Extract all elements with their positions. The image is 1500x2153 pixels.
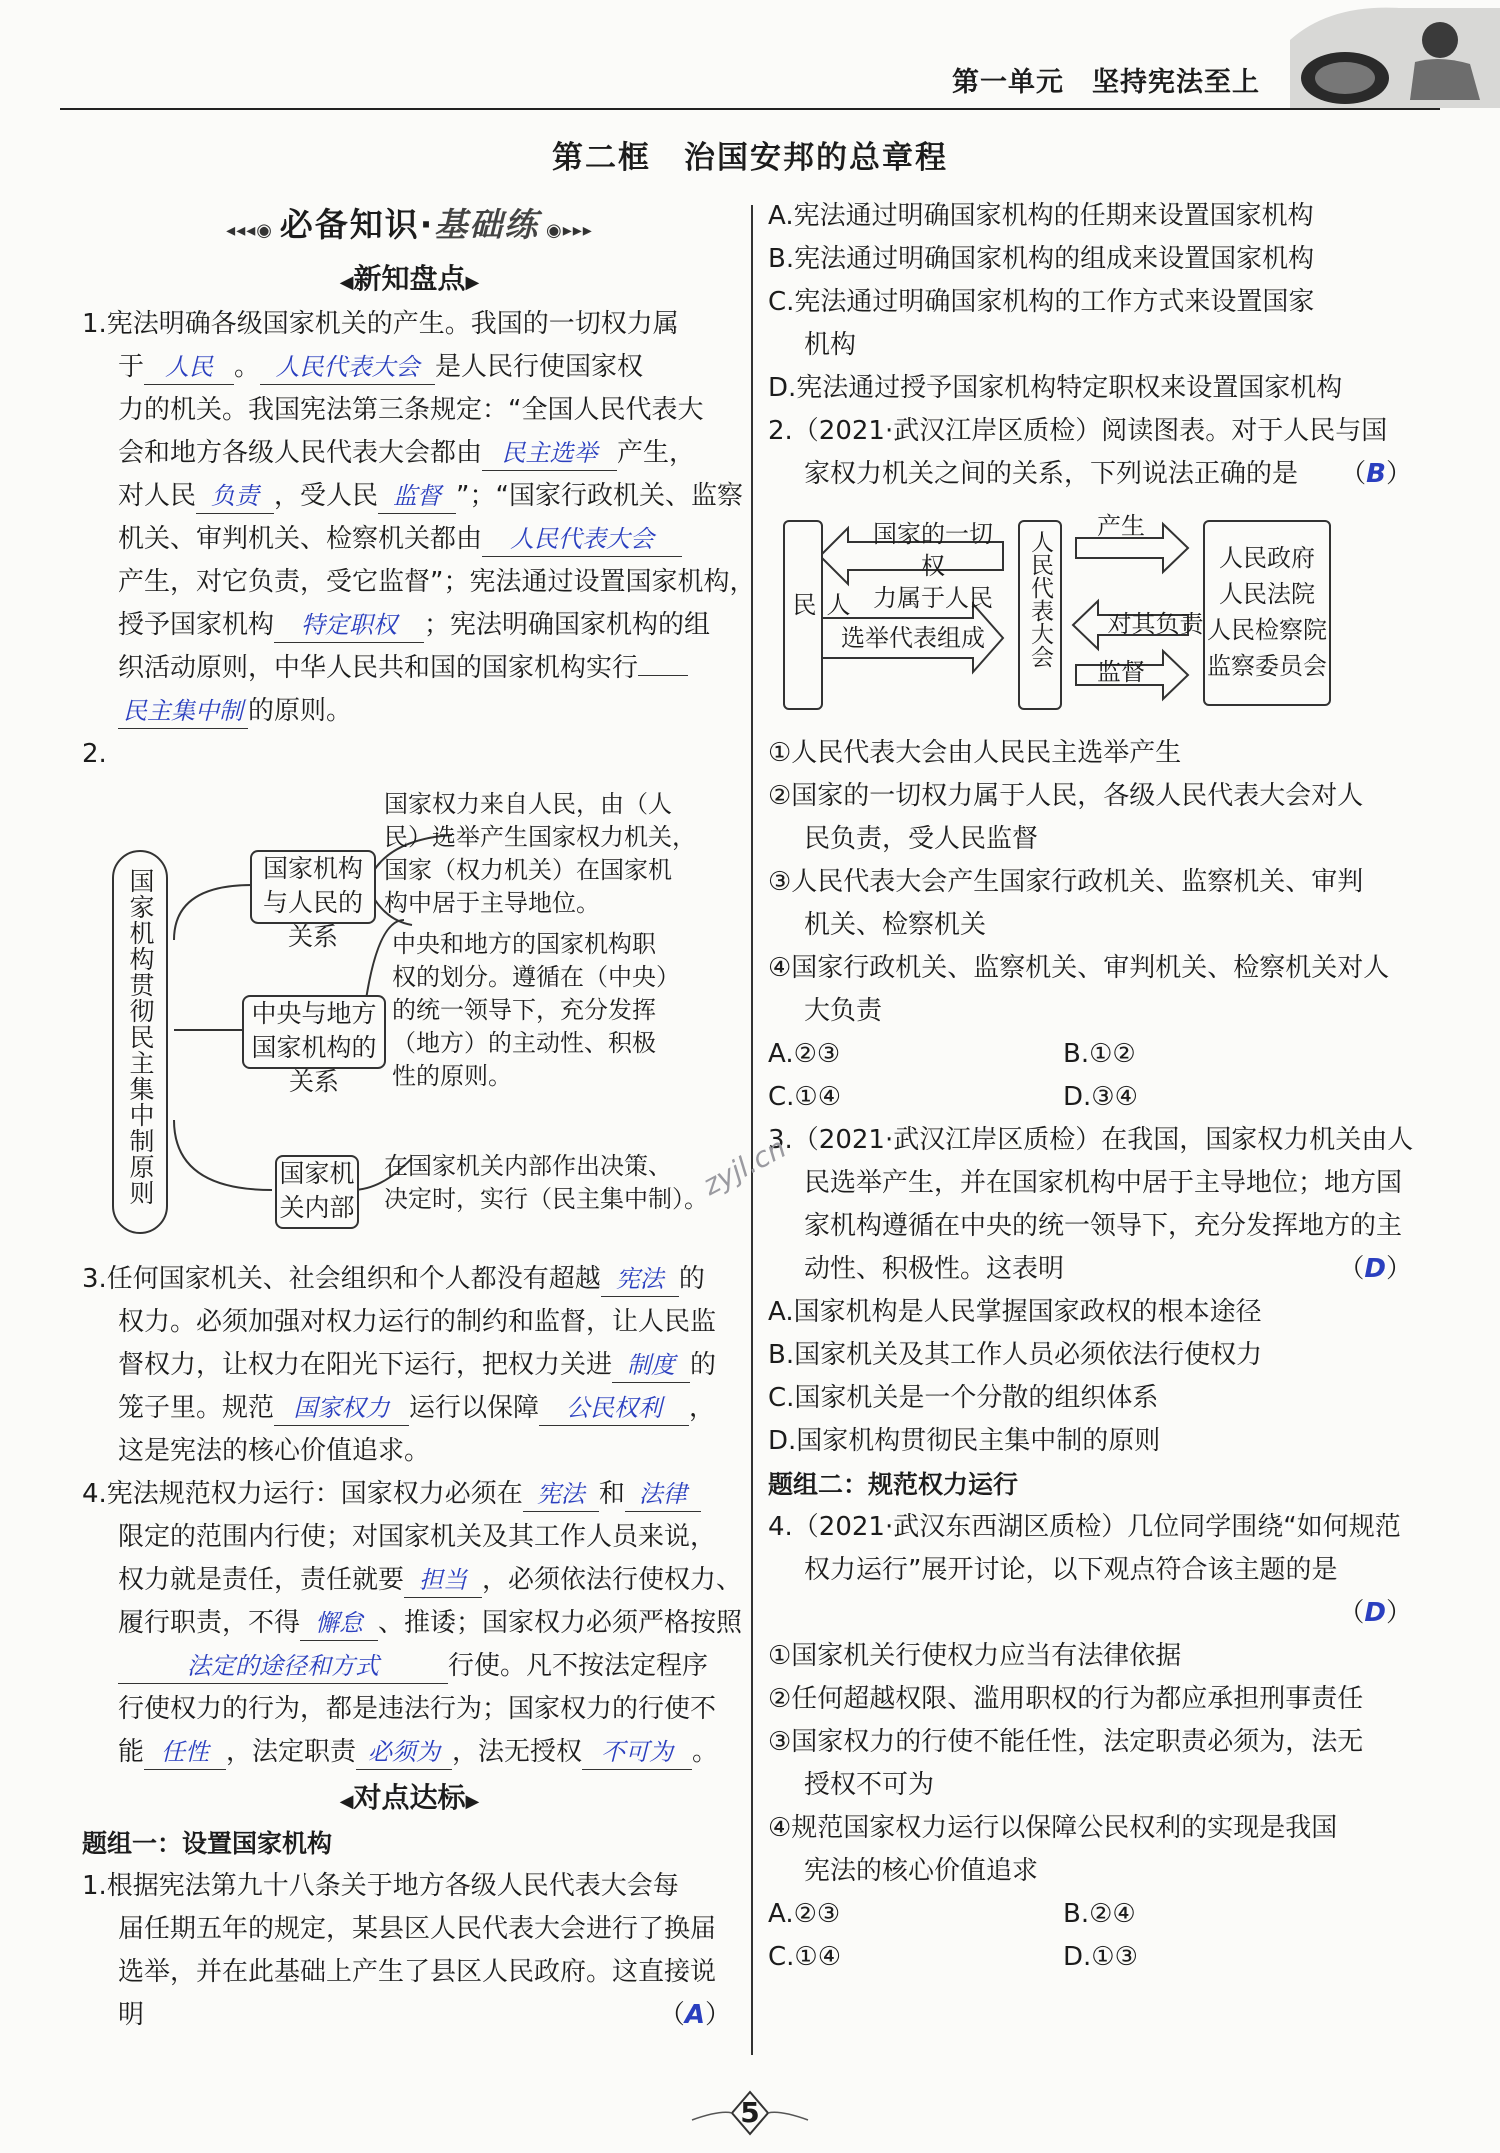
q1-line: 对人民 负责 ，受人民 监督 ”；“国家行政机关、监察 <box>82 475 737 518</box>
unit-title: 第一单元 坚持宪法至上 <box>952 67 1260 98</box>
question-3 <box>82 1258 737 1473</box>
page-title: 第二框 治国安邦的总章程 <box>552 140 948 176</box>
header-rule <box>60 108 1440 110</box>
q1-blank-4: 负责 <box>196 479 274 514</box>
p4-line <box>768 1592 1418 1635</box>
question-1 <box>82 303 756 733</box>
statement-line: ①人民代表大会由人民民主选举产生 <box>768 738 1182 768</box>
answer-value: A <box>684 2000 705 2030</box>
header-decoration <box>0 0 1500 108</box>
p1-line: 选举，并在此基础上产生了县区人民政府。这直接说 <box>118 1957 717 1987</box>
q4-blank-1: 宪法 <box>523 1477 599 1512</box>
q4-line: 法定的途径和方式 行使。凡不按法定程序 <box>82 1645 737 1688</box>
q4-line: 限定的范围内行使；对国家机关及其工作人员来说， <box>118 1522 717 1552</box>
q1-line: 1.宪法明确各级国家机关的产生。我国的一切权力属 <box>82 309 679 339</box>
mindmap-branch-central-local: 中央与地方国家机构的关系 <box>242 995 386 1069</box>
statement-line: ④国家行政机关、监察机关、审判机关、检察机关对人 <box>768 953 1390 983</box>
right-arrows-icon: ◉▸▸▸ <box>539 220 593 241</box>
q1-line: 授予国家机构 特定职权 ；宪法明确国家机构的组 <box>82 604 737 647</box>
student-figure-icon <box>1422 22 1458 58</box>
practice-question-1-options <box>768 195 1418 410</box>
p3-line: 3.（2021·武汉江岸区质检）在我国，国家权力机关由人 <box>768 1125 1414 1155</box>
q1-blank-2: 人民代表大会 <box>260 350 435 385</box>
practice-question-2 <box>768 410 1418 1119</box>
statement-line: 民负责，受人民监督 <box>804 824 1039 854</box>
option-line: B.宪法通过明确国家机构的组成来设置国家机构 <box>768 244 1315 274</box>
q4-line: 履行职责，不得 懈怠 、推诿；国家权力必须严格按照 <box>82 1602 737 1645</box>
option-line: A.国家机构是人民掌握国家政权的根本途径 <box>768 1297 1262 1327</box>
mindmap-text-2: 中央和地方的国家机构职 权的划分。遵循在（中央） 的统一领导下，充分发挥 （地方）的主动性、积极 性的原则。 <box>392 930 680 1090</box>
mindmap-branch-people: 国家机构与人民的关系 <box>250 850 376 924</box>
q1-blank-1: 人民 <box>144 350 234 385</box>
mindmap-text-1: 国家权力来自人民，由（人 民）选举产生国家权力机关， 国家（权力机关）在国家机 构中居于主导地位。 <box>384 790 696 917</box>
p1-line: 届任期五年的规定，某县区人民代表大会进行了换届 <box>118 1914 717 1944</box>
q3-blank-4: 公民权利 <box>539 1391 689 1426</box>
right-circle-arrow-icon: ▶ <box>465 1791 480 1812</box>
statement-line: ②任何超越权限、滥用职权的行为都应承担刑事责任 <box>768 1684 1364 1714</box>
q1-line: 产生，对它负责，受它监督”；宪法通过设置国家机构， <box>118 567 756 597</box>
q4-line: 权力就是责任，责任就要 担当 ，必须依法行使权力、 <box>82 1559 737 1602</box>
option-row: A.②③ B.②④ <box>768 1899 1136 1929</box>
subsection-new-knowledge: ◀新知盘点▶ <box>339 262 480 295</box>
answer-value: D <box>1364 1598 1386 1628</box>
q4-blank-4: 懈怠 <box>300 1606 378 1641</box>
q3-blank-1: 宪法 <box>601 1262 679 1297</box>
flow-diagram <box>768 510 1418 720</box>
q4-blank-2: 法律 <box>625 1477 701 1512</box>
q3-line: 督权力，让权力在阳光下运行，把权力关进 制度 的 <box>82 1344 737 1387</box>
q3-line: 笼子里。规范 国家权力 运行以保障 公民权利 ， <box>82 1387 737 1430</box>
option-line: A.宪法通过明确国家机构的任期来设置国家机构 <box>768 201 1314 231</box>
q4-blank-3: 担当 <box>404 1563 482 1598</box>
practice-question-1 <box>82 1865 737 2037</box>
option-line: 机构 <box>804 330 857 360</box>
section-heading-basic <box>82 195 737 255</box>
q1-line: 织活动原则，中华人民共和国的国家机构实行 <box>82 647 737 690</box>
option-row: C.①④ D.①③ <box>768 1942 1138 1972</box>
p1-line: 1.根据宪法第九十八条关于地方各级人民代表大会每 <box>82 1871 679 1901</box>
people-box: 人民 <box>783 520 823 710</box>
supervise-label: 监督 <box>1097 658 1145 686</box>
q1-line: 力的机关。我国宪法第三条规定：“全国人民代表大 <box>118 395 704 425</box>
q4-blank-5: 法定的途径和方式 <box>118 1649 448 1684</box>
p2-line: 2.（2021·武汉江岸区质检）阅读图表。对于人民与国 <box>768 416 1388 446</box>
answer-bracket: （D） <box>1338 1598 1412 1628</box>
option-line: C.宪法通过明确国家机构的工作方式来设置国家 <box>768 287 1315 317</box>
practice-question-3 <box>768 1119 1418 1463</box>
q4-blank-8: 不可为 <box>582 1735 692 1770</box>
left-arrows-icon: ◂◂◂◉ <box>226 220 280 241</box>
q4-line: 行使权力的行为，都是违法行为；国家权力的行使不 <box>118 1694 717 1724</box>
p4-line: 4.（2021·武汉东西湖区质检）几位同学围绕“如何规范 <box>768 1512 1401 1542</box>
power-label: 国家的一切权 力属于人民 <box>873 520 993 612</box>
header-strip <box>0 0 1500 108</box>
q1-blank-3: 民主选举 <box>482 436 617 471</box>
p3-line: 民选举产生，并在国家机构中居于主导地位；地方国 <box>804 1168 1403 1198</box>
q4-line: 能 任性 ，法定职责 必须为 ，法无授权 不可为 。 <box>82 1731 737 1774</box>
statement-line: ③国家权力的行使不能任性，法定职责必须为，法无 <box>768 1727 1364 1757</box>
option-line: D.国家机构贯彻民主集中制的原则 <box>768 1426 1161 1456</box>
q2-number: 2. <box>82 739 107 769</box>
statement-line: 授权不可为 <box>804 1770 935 1800</box>
page-number: 5 <box>690 2090 810 2136</box>
question-4 <box>82 1473 743 1774</box>
group-1-heading: 题组一：设置国家机构 <box>82 1829 333 1858</box>
q4-blank-7: 必须为 <box>356 1735 452 1770</box>
group-2-heading: 题组二：规范权力运行 <box>768 1470 1019 1499</box>
p4-line: 权力运行”展开讨论，以下观点符合该主题的是 <box>804 1555 1338 1585</box>
statement-line: ④规范国家权力运行以保障公民权利的实现是我国 <box>768 1813 1338 1843</box>
q3-blank-3: 国家权力 <box>274 1391 409 1426</box>
answer-value: B <box>1366 459 1386 489</box>
answer-value: D <box>1364 1254 1386 1284</box>
section-title-fancy: 基础练 <box>434 205 540 244</box>
column-divider <box>751 205 753 2055</box>
q1-line: 机关、审判机关、检察机关都由 人民代表大会 <box>82 518 737 561</box>
q3-line: 3.任何国家机关、社会组织和个人都没有超越 宪法 的 <box>82 1258 737 1301</box>
q1-line: 于 人民 。 人民代表大会 是人民行使国家权 <box>82 346 737 389</box>
q1-blank-7: 特定职权 <box>274 608 424 643</box>
q1-blank-5: 监督 <box>378 479 456 514</box>
q3-blank-2: 制度 <box>612 1348 690 1383</box>
p3-line: 家机构遵循在中央的统一领导下，充分发挥地方的主 <box>804 1211 1403 1241</box>
option-line: C.国家机关是一个分散的组织体系 <box>768 1383 1159 1413</box>
q1-blank-6: 人民代表大会 <box>482 522 682 557</box>
q1-blank-8: 民主集中制 <box>118 694 248 729</box>
mindmap-root: 国家机构贯彻民主集中制原则 <box>112 850 168 1234</box>
answer-bracket: （A） <box>658 2000 731 2030</box>
section-title: 必备知识· <box>279 205 435 244</box>
practice-question-4 <box>768 1506 1418 1979</box>
option-row: A.②③ B.①② <box>768 1039 1136 1069</box>
left-circle-arrow-icon: ◀ <box>339 1791 354 1812</box>
q3-line: 这是宪法的核心价值追求。 <box>118 1436 431 1466</box>
right-column <box>768 195 1418 1979</box>
watermark: zyjl.cn <box>697 1131 792 1202</box>
q4-line: 4.宪法规范权力运行：国家权力必须在 宪法 和 法律 <box>82 1473 737 1516</box>
statement-line: ③人民代表大会产生国家行政机关、监察机关、审判 <box>768 867 1364 897</box>
mindmap <box>82 780 737 1250</box>
statement-line: 宪法的核心价值追求 <box>804 1856 1039 1886</box>
statement-line: ①国家机关行使权力应当有法律依据 <box>768 1641 1182 1671</box>
option-line: D.宪法通过授予国家机构特定职权来设置国家机构 <box>768 373 1343 403</box>
right-circle-arrow-icon: ▶ <box>465 272 480 293</box>
statement-line: 机关、检察机关 <box>804 910 987 940</box>
produce-label: 产生 <box>1097 512 1145 540</box>
subsection-practice: ◀对点达标▶ <box>339 1781 480 1814</box>
statement-line: ②国家的一切权力属于人民，各级人民代表大会对人 <box>768 781 1364 811</box>
mindmap-branch-internal: 国家机关内部 <box>275 1155 359 1229</box>
q3-line: 权力。必须加强对权力运行的制约和监督，让人民监 <box>118 1307 717 1337</box>
option-line: B.国家机关及其工作人员必须依法行使权力 <box>768 1340 1263 1370</box>
option-row: C.①④ D.③④ <box>768 1082 1138 1112</box>
congress-box: 人民代表大会 <box>1018 520 1062 710</box>
statement-line: 大负责 <box>804 996 883 1026</box>
elect-label: 选举代表组成 <box>841 624 985 652</box>
answer-bracket: （B） <box>1340 459 1412 489</box>
mindmap-text-3: 在国家机关内部作出决策、 决定时，实行（民主集中制）。 <box>384 1152 708 1213</box>
q4-blank-6: 任性 <box>144 1735 226 1770</box>
q1-line: 民主集中制 的原则。 <box>82 690 737 733</box>
left-circle-arrow-icon: ◀ <box>339 272 354 293</box>
p3-line: 动性、积极性。这表明 （D） <box>768 1248 1418 1291</box>
state-organs-box: 人民政府 人民法院 人民检察院 监察委员会 <box>1203 520 1331 706</box>
p1-line: 明 （A） <box>82 1994 737 2037</box>
q1-line: 会和地方各级人民代表大会都由 民主选举 产生， <box>82 432 737 475</box>
p2-line: 家权力机关之间的关系，下列说法正确的是 （B） <box>768 453 1418 496</box>
answer-bracket: （D） <box>1338 1254 1412 1284</box>
responsible-label: 对其负责 <box>1107 610 1204 638</box>
